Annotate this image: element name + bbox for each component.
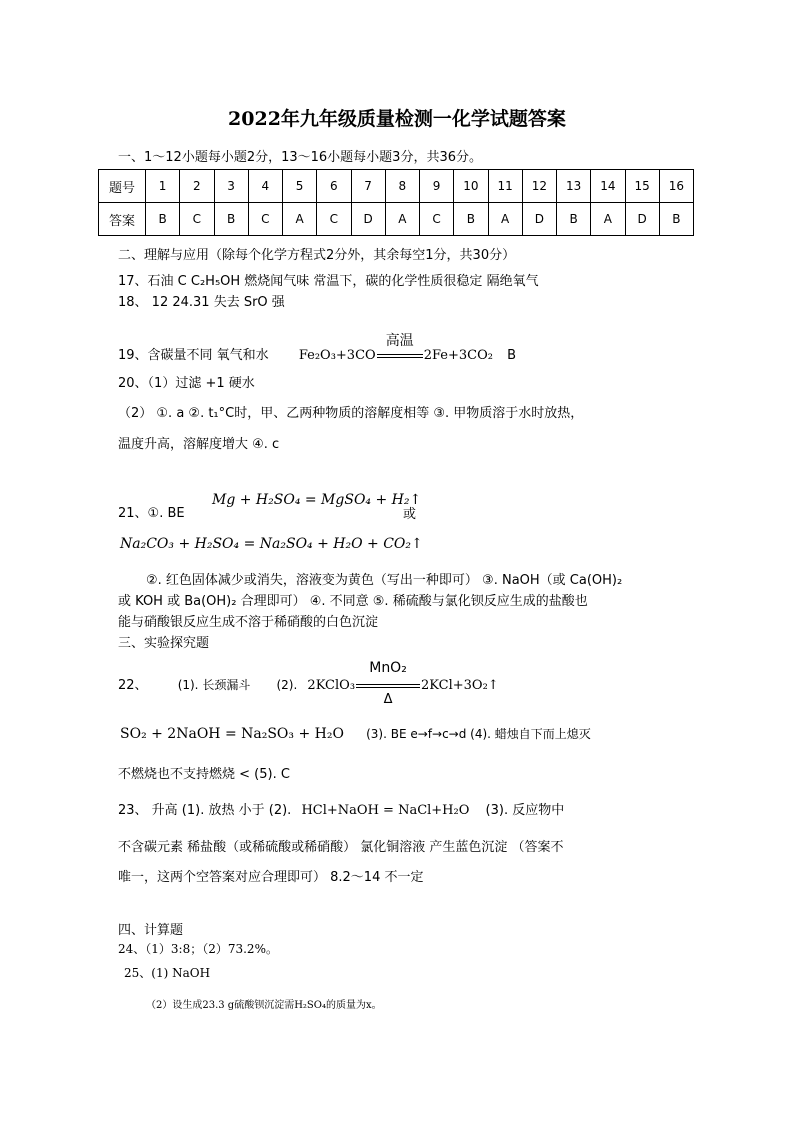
table-cell: 15 xyxy=(625,170,659,203)
answer-q18: 18、 12 24.31 失去 SrO 强 xyxy=(118,295,285,310)
table-cell: A xyxy=(385,203,419,236)
table-cell: 6 xyxy=(317,170,351,203)
heat-symbol: Δ xyxy=(383,692,393,707)
table-cell: D xyxy=(351,203,385,236)
answer-q21-line1: ②. 红色固体减少或消失，溶液变为黄色（写出一种即可） ③. NaOH（或 Ca(OH)₂ xyxy=(146,573,623,588)
section1-heading: 一、1～12小题每小题2分，13～16小题每小题3分，共36分。 xyxy=(118,150,482,165)
table-cell: B xyxy=(659,203,693,236)
table-cell: C xyxy=(317,203,351,236)
table-cell: B xyxy=(214,203,248,236)
table-cell: C xyxy=(248,203,282,236)
q23-part-a: 23、 升高 (1). 放热 小于 (2). xyxy=(118,803,292,818)
answer-q23-line3: 唯一，这两个空答案对应合理即可） 8.2～14 不一定 xyxy=(118,870,424,885)
table-cell: B xyxy=(454,203,488,236)
q22-part3: (3). BE e→f→c→d (4). 蜡烛自下而上熄灭 xyxy=(366,727,591,741)
answer-q20-2a: （2） ①. a ②. t₁°C时，甲、乙两种物质的溶解度相等 ③. 甲物质溶于水时放热， xyxy=(118,406,584,421)
table-cell: 9 xyxy=(420,170,454,203)
answer-table xyxy=(98,169,694,236)
catalyst-mno2: MnO₂ xyxy=(369,660,407,676)
q19-equation-left: Fe₂O₃+3CO xyxy=(298,348,376,363)
answer-q19 xyxy=(118,333,517,363)
table-cell: 3 xyxy=(214,170,248,203)
table-cell: C xyxy=(420,203,454,236)
q22-label: 22、 xyxy=(118,678,148,693)
table-cell: 14 xyxy=(591,170,625,203)
table-row-numbers xyxy=(99,170,694,203)
table-cell: 13 xyxy=(557,170,591,203)
answer-q22-line3: 不燃烧也不支持燃烧 < (5). C xyxy=(118,767,290,782)
q21-or: 或 xyxy=(403,507,417,522)
q22-equation-right: 2KCl+3O₂↑ xyxy=(421,678,499,693)
table-cell: A xyxy=(488,203,522,236)
q21-equation-2: Na₂CO₃ + H₂SO₄ = Na₂SO₄ + H₂O + CO₂↑ xyxy=(120,536,423,552)
table-cell: 1 xyxy=(146,170,180,203)
answer-q21-line3: 能与硝酸银反应生成不溶于稀硝酸的白色沉淀 xyxy=(118,615,379,630)
row-label-question: 题号 xyxy=(99,170,146,203)
answer-q25-1: 25、(1) NaOH xyxy=(124,966,211,980)
table-cell: 8 xyxy=(385,170,419,203)
condition-high-temp: 高温 xyxy=(385,333,414,349)
answer-q24: 24、（1）3:8；（2）73.2%。 xyxy=(118,942,278,956)
table-cell: A xyxy=(591,203,625,236)
table-cell: 11 xyxy=(488,170,522,203)
table-cell: D xyxy=(625,203,659,236)
q19-answer-b: B xyxy=(507,348,517,363)
section2-heading: 二、理解与应用（除每个化学方程式2分外，其余每空1分，共30分） xyxy=(118,248,516,263)
section4-heading: 四、计算题 xyxy=(118,923,184,938)
q22-equation-2: SO₂ + 2NaOH = Na₂SO₃ + H₂O xyxy=(120,726,344,742)
page-title: 2022年九年级质量检测一化学试题答案 xyxy=(228,108,566,130)
answer-q21-line2: 或 KOH 或 Ba(OH)₂ 合理即可） ④. 不同意 ⑤. 稀硫酸与氯化钡反应生成的盐酸也 xyxy=(118,594,588,609)
q19-equation-right: 2Fe+3CO₂ xyxy=(423,348,493,363)
table-cell: C xyxy=(180,203,214,236)
q22-condition xyxy=(355,660,421,707)
row-label-answer: 答案 xyxy=(99,203,146,236)
q23-equation: HCl+NaOH = NaCl+H₂O xyxy=(301,803,470,818)
answer-q21-label: 21、①. BE xyxy=(118,506,185,521)
answer-q20-1: 20、（1）过滤 +1 硬水 xyxy=(118,376,255,391)
answer-q22-header xyxy=(118,660,499,707)
answer-q25-2: （2）设生成23.3 g硫酸钡沉淀需H₂SO₄的质量为x。 xyxy=(146,1000,382,1011)
table-cell: 10 xyxy=(454,170,488,203)
answer-q22-line2 xyxy=(120,725,591,742)
table-row-answers xyxy=(99,203,694,236)
q22-part2: (2). xyxy=(276,678,298,692)
table-cell: 5 xyxy=(283,170,317,203)
answer-q20-2b: 温度升高，溶解度增大 ④. c xyxy=(118,437,280,452)
table-cell: D xyxy=(522,203,556,236)
table-cell: B xyxy=(146,203,180,236)
q23-part-b: (3). 反应物中 xyxy=(485,803,565,818)
table-cell: 7 xyxy=(351,170,385,203)
q22-equation-left: 2KClO₃ xyxy=(307,678,356,693)
q21-equation-1: Mg + H₂SO₄ = MgSO₄ + H₂↑ xyxy=(212,492,422,508)
table-cell: A xyxy=(283,203,317,236)
table-cell: B xyxy=(557,203,591,236)
table-cell: 2 xyxy=(180,170,214,203)
table-cell: 16 xyxy=(659,170,693,203)
q22-part1: (1). 长颈漏斗 xyxy=(177,678,251,692)
table-cell: 4 xyxy=(248,170,282,203)
answer-q23-line1 xyxy=(118,799,564,818)
answer-q17: 17、石油 C C₂H₅OH 燃烧闻气味 常温下，碳的化学性质很稳定 隔绝氧气 xyxy=(118,274,539,289)
q19-condition xyxy=(376,333,424,363)
section3-heading: 三、实验探究题 xyxy=(118,636,210,651)
answer-q23-line2: 不含碳元素 稀盐酸（或稀硫酸或稀硝酸） 氯化铜溶液 产生蓝色沉淀 （答案不 xyxy=(118,840,564,855)
q19-text: 19、含碳量不同 氧气和水 xyxy=(118,348,269,363)
table-cell: 12 xyxy=(522,170,556,203)
